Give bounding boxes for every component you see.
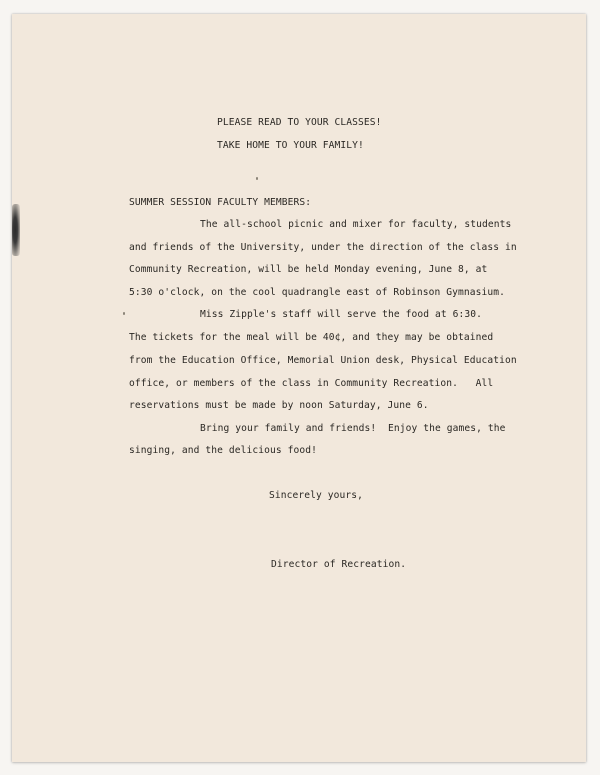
body-line: office, or members of the class in Community Recreation. All (129, 378, 494, 389)
body-line: and friends of the University, under the direction of the class in (129, 242, 517, 253)
paper-speck (256, 177, 258, 180)
body-line: 5:30 o'clock, on the cool quadrangle east of Robinson Gymnasium. (129, 287, 506, 298)
body-line: Bring your family and friends! Enjoy the games, the (200, 423, 506, 434)
ink-stain-mark (12, 204, 20, 256)
body-line: Community Recreation, will be held Monday evening, June 8, at (129, 264, 488, 275)
signature: Director of Recreation. (271, 559, 407, 570)
header-line-1: PLEASE READ TO YOUR CLASSES! (217, 117, 382, 128)
body-line: The tickets for the meal will be 40¢, and they may be obtained (129, 332, 494, 343)
body-line: singing, and the delicious food! (129, 445, 318, 456)
typed-letter-page (12, 14, 586, 762)
header-line-2: TAKE HOME TO YOUR FAMILY! (217, 140, 364, 151)
body-line: The all-school picnic and mixer for faculty, students (200, 219, 512, 230)
body-line: from the Education Office, Memorial Union desk, Physical Education (129, 355, 517, 366)
paper-speck (123, 312, 125, 315)
body-line: Miss Zipple's staff will serve the food at 6:30. (200, 309, 483, 320)
closing: Sincerely yours, (269, 490, 364, 501)
body-line: reservations must be made by noon Saturday, June 6. (129, 400, 429, 411)
salutation: SUMMER SESSION FACULTY MEMBERS: (129, 197, 312, 208)
